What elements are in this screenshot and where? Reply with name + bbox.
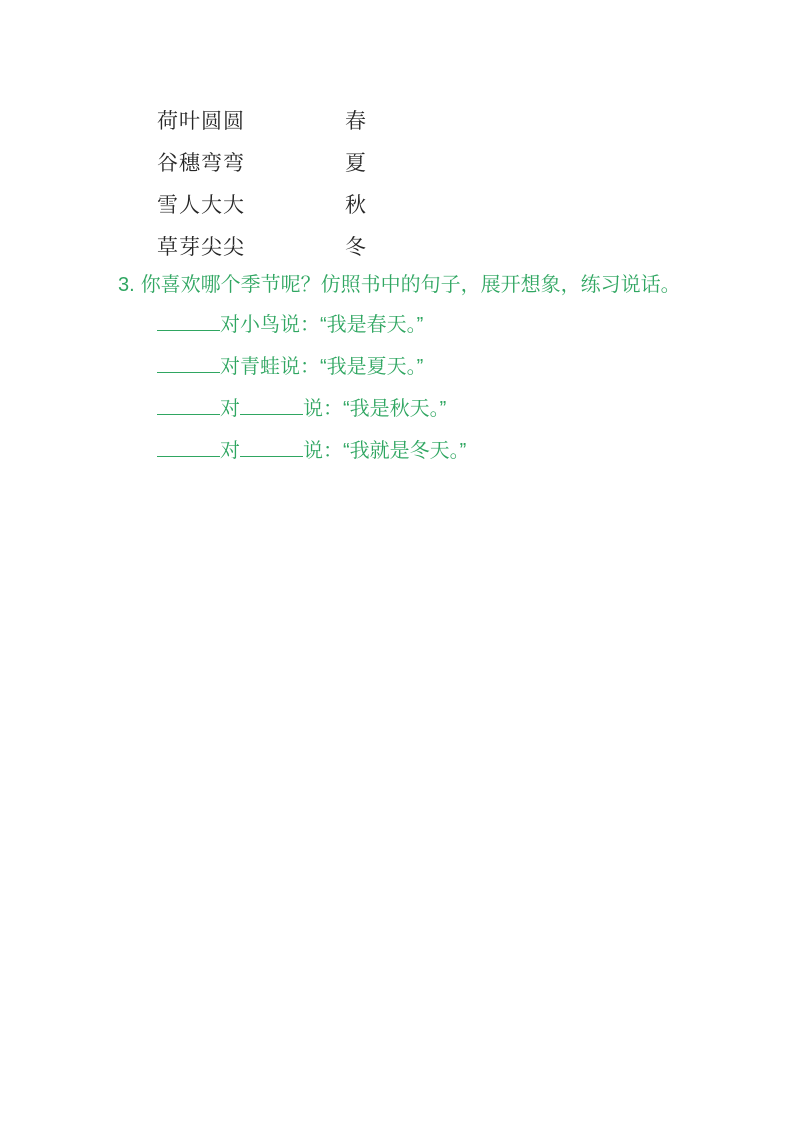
answer-blank: [240, 455, 303, 457]
match-item-left: 草芽尖尖: [157, 236, 245, 259]
match-item-season: 春: [345, 110, 366, 133]
answer-blank: [157, 413, 220, 415]
answer-blank: [157, 455, 220, 457]
match-item-left: 荷叶圆圆: [157, 110, 245, 133]
answer-blank: [240, 413, 303, 415]
sentence-text: 对青蛙说：“我是夏天。”: [220, 356, 424, 378]
sentence-line: [157, 388, 466, 430]
practice-sentences: [157, 304, 466, 472]
match-row: [157, 183, 366, 225]
match-item-left: 谷穗弯弯: [157, 152, 245, 175]
match-item-season: 冬: [345, 236, 366, 259]
answer-blank: [157, 329, 220, 331]
question-number: 3.: [118, 274, 135, 296]
match-item-season: 秋: [345, 194, 366, 217]
sentence-line: [157, 430, 466, 472]
sentence-line: [157, 304, 466, 346]
sentence-text: 对: [220, 440, 240, 462]
match-row: [157, 141, 366, 183]
matching-exercise: [157, 99, 366, 267]
sentence-text: 对小鸟说：“我是春天。”: [220, 314, 424, 336]
answer-blank: [157, 371, 220, 373]
match-item-left: 雪人大大: [157, 194, 245, 217]
question-3: [118, 271, 681, 299]
sentence-text: 对: [220, 398, 240, 420]
question-prompt: 你喜欢哪个季节呢？仿照书中的句子，展开想象，练习说话。: [140, 274, 681, 296]
match-row: [157, 99, 366, 141]
sentence-text: 说：“我就是冬天。”: [303, 440, 467, 462]
sentence-text: 说：“我是秋天。”: [303, 398, 447, 420]
match-row: [157, 225, 366, 267]
sentence-line: [157, 346, 466, 388]
match-item-season: 夏: [345, 152, 366, 175]
